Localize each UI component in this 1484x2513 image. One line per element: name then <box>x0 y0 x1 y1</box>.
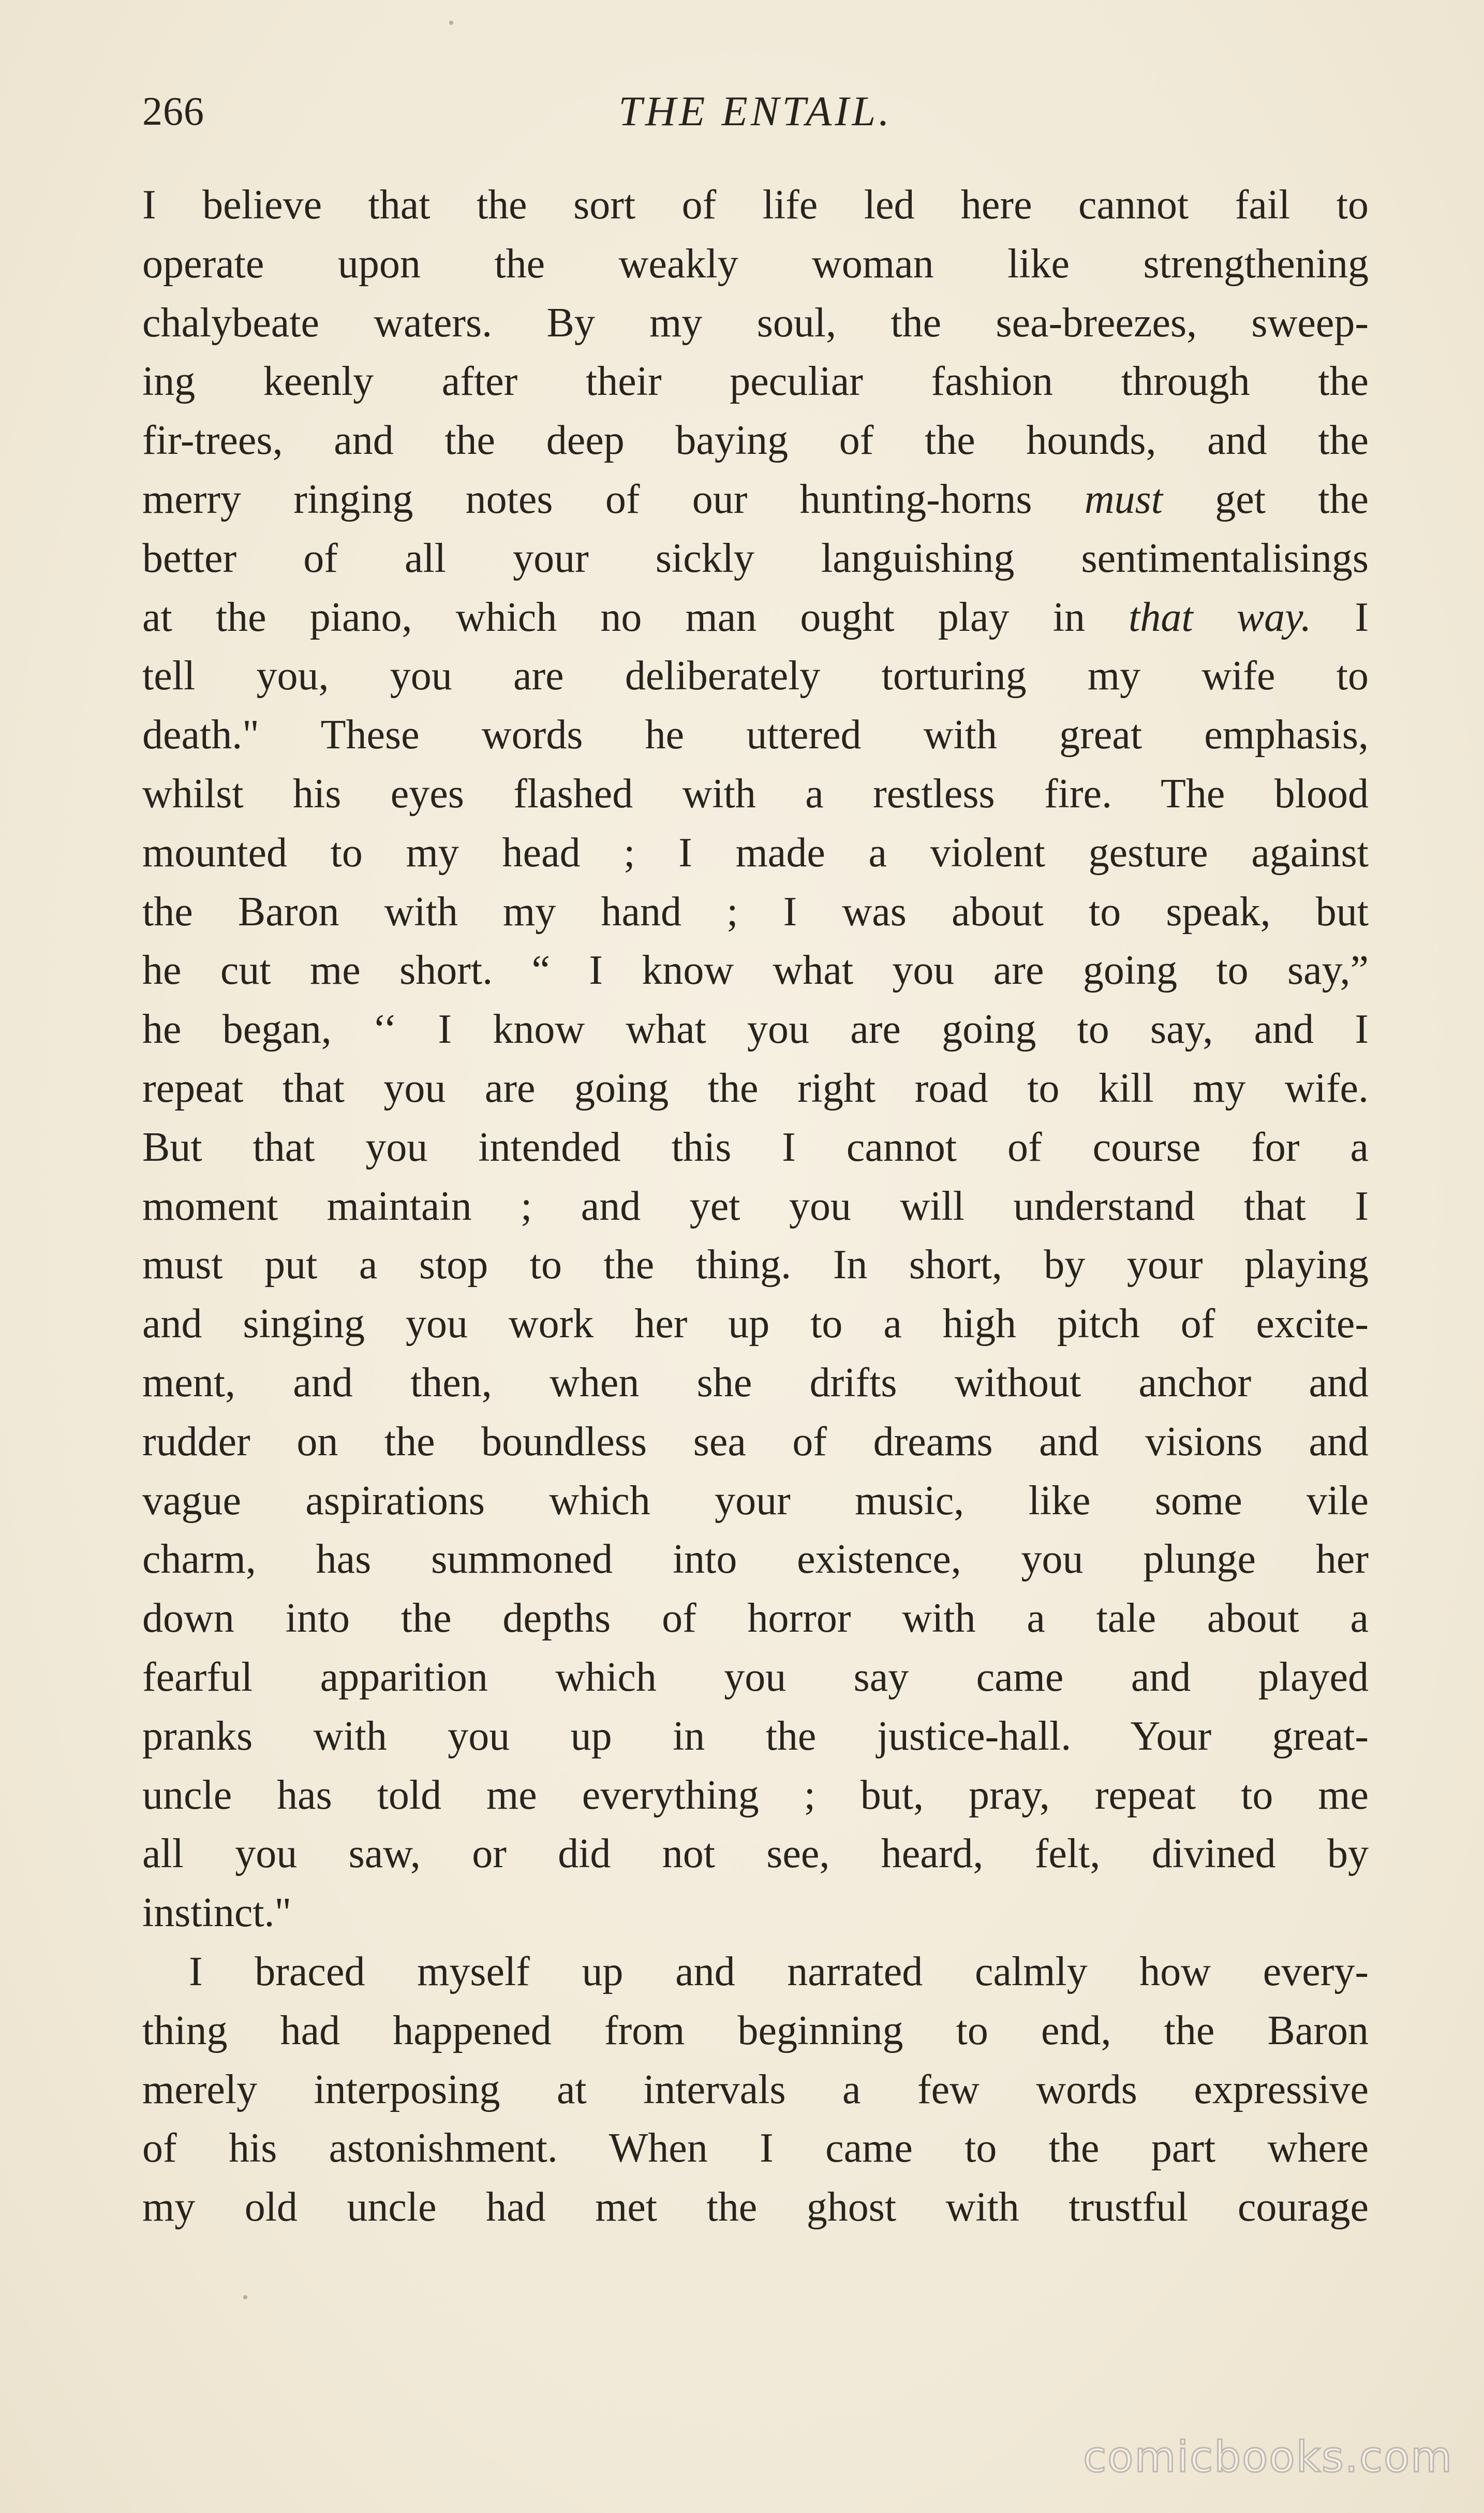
text-line: instinct." <box>142 1890 292 1936</box>
text-line: vague aspirations which your music, like some vile <box>142 1477 1369 1524</box>
text-line: ment, and then, when she drifts without anchor and <box>142 1359 1369 1406</box>
text-line: he began, ‘‘ I know what you are going to say, and I <box>142 1007 1369 1053</box>
text-line: chalybeate waters. By my soul, the sea-breezes, sweep- <box>142 300 1369 346</box>
text-line: my old uncle had met the ghost with trustful courage <box>142 2184 1369 2230</box>
text-line: operate upon the weakly woman like strengthening <box>142 241 1369 287</box>
text-line: rudder on the boundless sea of dreams and visions and <box>142 1418 1369 1465</box>
text-line <box>142 470 1369 529</box>
watermark: comicbooks.com <box>1083 2433 1453 2482</box>
text-line: and singing you work her up to a high pitch of excite- <box>142 1301 1369 1347</box>
paper-speck <box>243 2295 247 2299</box>
text-line: But that you intended this I cannot of course for a <box>142 1124 1369 1170</box>
text-line: uncle has told me everything ; but, pray, repeat to me <box>142 1772 1369 1818</box>
page-header <box>142 83 1369 145</box>
text-line: fir-trees, and the deep baying of the hounds, and the <box>142 418 1369 464</box>
text-line: repeat that you are going the right road to kill my wife. <box>142 1065 1369 1111</box>
text-line: of his astonishment. When I came to the part where <box>142 2125 1369 2171</box>
text-line: ing keenly after their peculiar fashion through the <box>142 359 1369 405</box>
text-line: must put a stop to the thing. In short, by your playing <box>142 1242 1369 1288</box>
text-line: better of all your sickly languishing sentimentalisings <box>142 535 1369 581</box>
text-segment: at the piano, which no man ought play in <box>142 594 1129 640</box>
text-segment: I <box>1311 594 1369 640</box>
text-line: all you saw, or did not see, heard, felt, divined by <box>142 1831 1369 1877</box>
text-line: he cut me short. “ I know what you are going to say,” <box>142 948 1369 994</box>
text-line: mounted to my head ; I made a violent gesture against <box>142 830 1369 876</box>
text-line: death." These words he uttered with great emphasis, <box>142 712 1369 758</box>
text-line: merely interposing at intervals a few words expressive <box>142 2066 1369 2112</box>
text-line: down into the depths of horror with a tale about a <box>142 1595 1369 1642</box>
italic-text: that way. <box>1129 594 1312 640</box>
page-number: 266 <box>142 88 204 134</box>
running-head: THE ENTAIL. <box>618 87 893 135</box>
paper-speck <box>449 21 453 25</box>
text-line: whilst his eyes flashed with a restless fire. The blood <box>142 771 1369 817</box>
text-segment: merry ringing notes of our hunting-horns <box>142 476 1085 522</box>
text-line: I believe that the sort of life led here cannot fail to <box>142 182 1369 228</box>
italic-text: must <box>1084 476 1163 522</box>
text-line: tell you, you are deliberately torturing my wife to <box>142 653 1369 699</box>
text-line: charm, has summoned into existence, you plunge her <box>142 1536 1369 1583</box>
text-line: moment maintain ; and yet you will understand that I <box>142 1183 1369 1229</box>
text-line: the Baron with my hand ; I was about to speak, but <box>142 889 1369 935</box>
text-line: thing had happened from beginning to end, the Baron <box>142 2007 1369 2053</box>
text-line <box>142 588 1369 647</box>
text-line: pranks with you up in the justice-hall. Your great- <box>142 1713 1369 1759</box>
text-line: I braced myself up and narrated calmly how every- <box>189 1948 1369 1994</box>
body-text <box>142 176 1369 2237</box>
text-line: fearful apparition which you say came and played <box>142 1654 1369 1700</box>
text-segment: get the <box>1162 476 1369 522</box>
